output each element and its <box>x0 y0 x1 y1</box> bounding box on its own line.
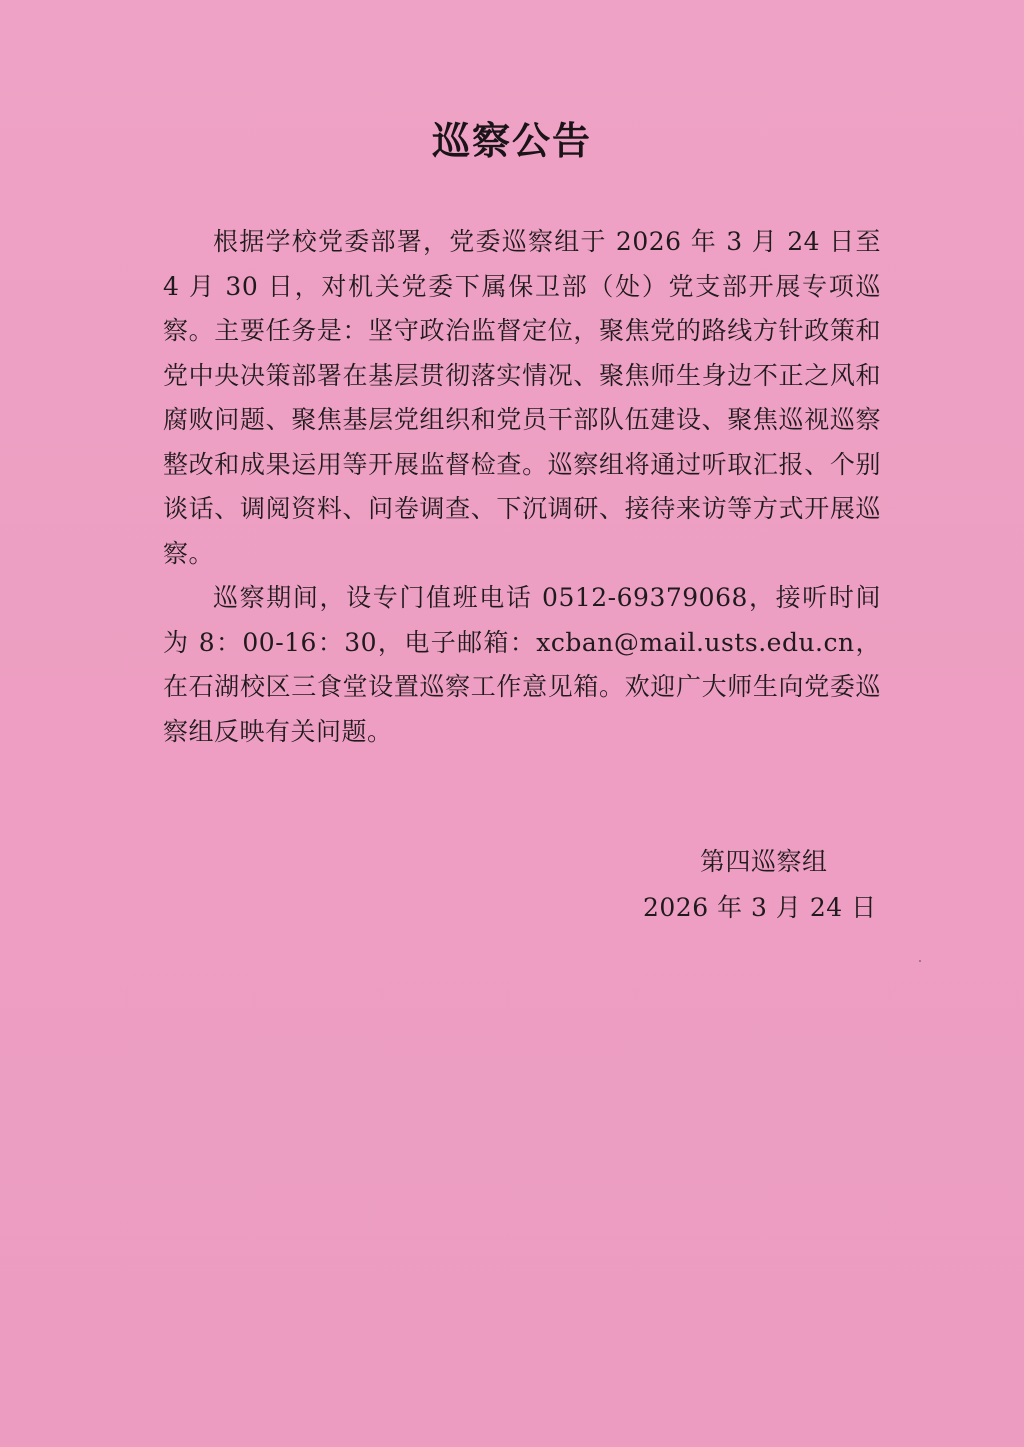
notice-paragraph-2: 巡察期间，设专门值班电话 0512-69379068，接听时间为 8：00-16：30，电子邮箱：xcban@mail.usts.edu.cn，在石湖校区三食堂设置巡察工作意见箱。欢迎广大师生向党委巡察组反映有关问题。 <box>163 583 881 746</box>
notice-paragraph-1: 根据学校党委部署，党委巡察组于 2026 年 3 月 24 日至 4 月 30 日，对机关党委下属保卫部（处）党支部开展专项巡察。主要任务是：坚守政治监督定位，聚焦党的路线方针政策和党中央决策部署在基层贯彻落实情况、聚焦师生身边不正之风和腐败问题、聚焦基层党组织和党员干部队伍建设、聚焦巡视巡察整改和成果运用等开展监督检查。巡察组将通过听取汇报、个别谈话、调阅资料、问卷调查、下沉调研、接待来访等方式开展巡察。 <box>163 227 881 568</box>
notice-body <box>163 220 881 754</box>
signature-date: 2026 年 3 月 24 日 <box>643 893 877 922</box>
notice-title: 巡察公告 <box>431 118 592 163</box>
signature-group-name: 第四巡察组 <box>700 847 828 876</box>
paper-speck <box>919 960 921 962</box>
